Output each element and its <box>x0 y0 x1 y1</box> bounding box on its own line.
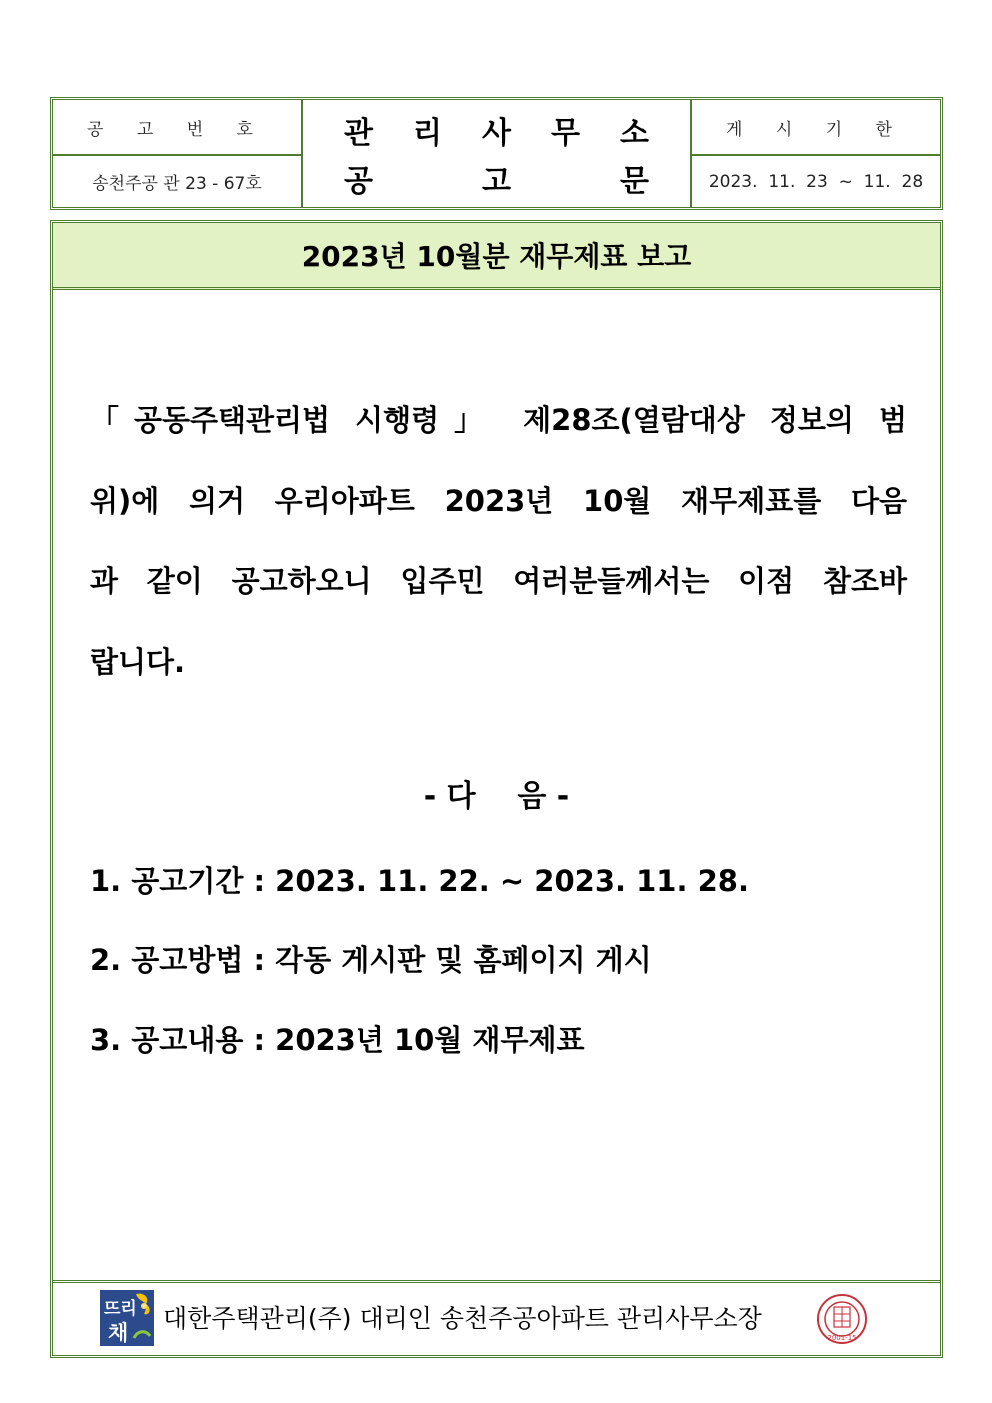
notice-title: 공 고 문 <box>344 164 649 199</box>
notice-body-box <box>50 220 943 1358</box>
svg-text:채: 채 <box>108 1321 129 1345</box>
list-item: 3. 공고내용 : 2023년 10월 재무제표 <box>90 1023 585 1057</box>
company-logo <box>100 1290 154 1346</box>
office-title: 관 리 사 무 소 <box>344 116 649 151</box>
signature-text: 대한주택관리(주) 대리인 송천주공아파트 관리사무소장 <box>163 1304 762 1333</box>
posting-period-label: 게 시 기 한 <box>726 119 906 140</box>
body-line: 위)에 의거 우리아파트 2023년 10월 재무제표를 다음 <box>90 484 907 518</box>
body-line: 랍니다. <box>90 645 186 679</box>
body-line: 「공동주택관리법 시행령」 제28조(열람대상 정보의 범 <box>90 403 907 437</box>
document-title: 2023년 10월분 재무제표 보고 <box>53 223 940 290</box>
section-heading: - 다 음 - <box>423 779 570 814</box>
signature-footer <box>53 1280 940 1355</box>
body-line: 과 같이 공고하오니 입주민 여러분들께서는 이점 참조바 <box>90 564 907 598</box>
svg-text:뜨리: 뜨리 <box>104 1299 137 1319</box>
list-item: 2. 공고방법 : 각동 게시판 및 홈페이지 게시 <box>90 943 652 977</box>
official-seal-icon <box>816 1293 868 1345</box>
notice-number-value: 송천주공 관 23 - 67호 <box>92 174 262 194</box>
notice-header-table <box>50 97 943 210</box>
list-item: 1. 공고기간 : 2023. 11. 22. ~ 2023. 11. 28. <box>90 864 749 898</box>
svg-text:2001-15: 2001-15 <box>827 1334 857 1342</box>
posting-period-value: 2023. 11. 23 ~ 11. 28 <box>708 171 924 192</box>
notice-number-label: 공 고 번 호 <box>87 119 267 140</box>
